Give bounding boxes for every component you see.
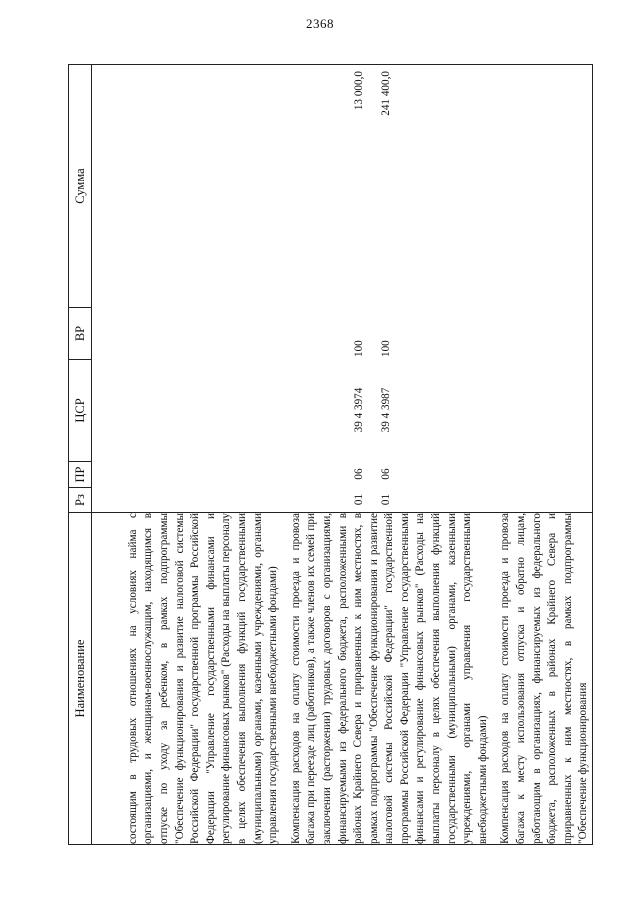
row-3-csr: 39 4 3987 xyxy=(379,387,392,433)
row-3-sum: 241 400,0 xyxy=(379,71,392,116)
row-3-codes xyxy=(379,65,398,512)
header-sum: Сумма xyxy=(69,65,92,308)
header-rz: Рз xyxy=(69,488,92,513)
row-1-name xyxy=(92,513,593,845)
rotated-table-container xyxy=(68,65,593,845)
table-row xyxy=(92,65,593,845)
row-2-codes xyxy=(352,65,371,512)
row-3-rz: 01 xyxy=(379,493,392,506)
row-1-name-text: состоящим в трудовых отношениях на условиях найма с организациями, и женщинам-военнослужащим, находящимся в отпуске по уходу за ребенком, в рамках подпрограммы "Обеспечение функционирования и развитие налоговой системы Российской Федерации" государственной программы Российской Федерации "Управление государственными финансами и регулирование финансовых рынков" (Расходы на выплаты персоналу в целях обеспечения выполнения функций государственными (муниципальными) органами, казенными учреждениями, органами управления государственными внебюджетными фондами) xyxy=(126,513,280,844)
page-number: 2368 xyxy=(306,16,334,31)
row-2-vr: 100 xyxy=(353,340,365,357)
row-3-name-text: Компенсация расходов на оплату стоимости проезда и провоза багажа к месту использования отпуска и обратно лицам, работающим в организациях, финансируемых из федерального бюджета, расположенных в районах Крайнего Севера и приравненных к ним местностях, в рамках подпрограммы "Обеспечение функционирования xyxy=(499,513,590,844)
table-header-row xyxy=(69,65,92,845)
row-2-name-text: Компенсация расходов на оплату стоимости проезда и провоза багажа при переезде лиц (работников), а также членов их семей при заключении (расторжении) трудовых договоров с организациями, финансируемыми из федерального бюджета, расположенными в районах Крайнего Севера и приравненных к ним местностях, в рамках подпрограммы "Обеспечение функционирования и развитие налоговой системы Российской Федерации" государственной программы Российской Федерации "Управление государственными финансами и регулирование финансовых рынков" (Расходы на выплаты персоналу в целях обеспечения выполнения функций государственными (муниципальными) органами, казенными учреждениями, органами управления государственными внебюджетными фондами) xyxy=(289,513,489,844)
row-3-vr: 100 xyxy=(379,340,392,357)
budget-table xyxy=(68,64,593,845)
row-2-pr: 06 xyxy=(353,468,365,480)
header-csr: ЦСР xyxy=(69,360,92,462)
header-pr: ПР xyxy=(69,462,92,488)
header-vr: ВР xyxy=(69,308,92,360)
row-2-rz: 01 xyxy=(353,493,365,506)
row-2-csr: 39 4 3974 xyxy=(353,387,365,433)
codes-area xyxy=(92,65,593,513)
header-name: Наименование xyxy=(69,513,92,845)
row-2-sum: 13 000,0 xyxy=(353,71,365,111)
row-3-pr: 06 xyxy=(379,468,392,480)
